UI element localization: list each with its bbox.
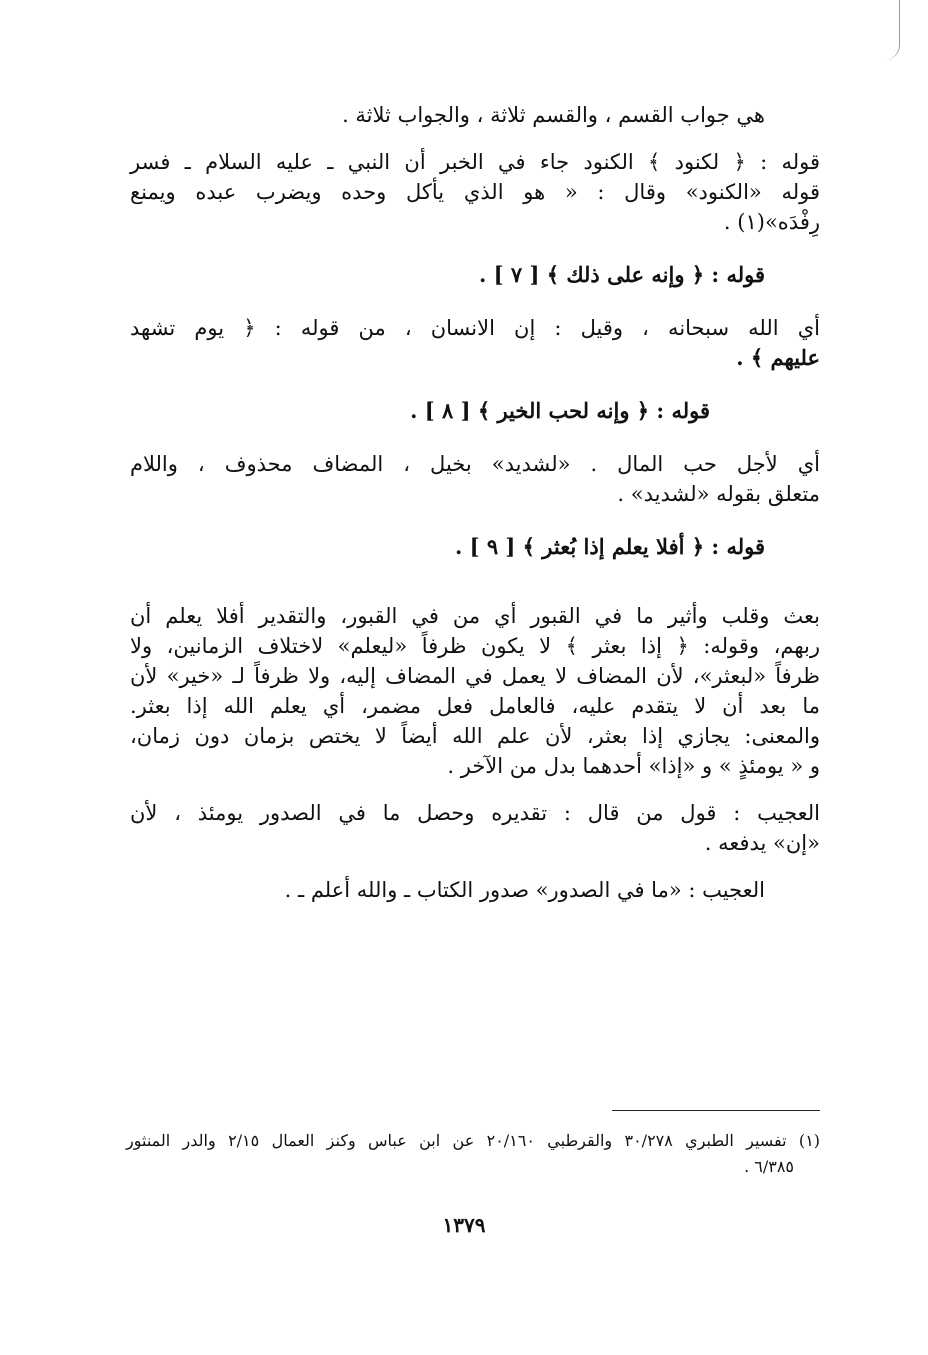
footnote-divider [612, 1110, 820, 1111]
text-line-17: و « يومئذٍ » و «إذا» أحدهما بدل من الآخر . [447, 754, 820, 778]
page-corner-mark [885, 0, 900, 60]
text-line-16: والمعنى: يجازي إذا بعثر، لأن علم الله أيضاً لا يختص بزمان دون زمان، [130, 724, 820, 748]
text-line-12: بعث وقلب وأثير ما في القبور أي من في القبور، والتقدير أفلا يعلم أن [130, 604, 820, 628]
text-line-18: العجيب : قول من قال : تقديره وحصل ما في الصدور يومئذ ، لأن [130, 801, 820, 825]
text-line-9: أي لأجل حب المال . «لشديد» بخيل ، المضاف محذوف ، واللام [130, 452, 820, 476]
text-line-5: قوله : ﴿ وإنه على ذلك ﴾ [ ٧ ] . [479, 262, 765, 287]
text-line-4: رِفْدَه»(١) . [723, 210, 820, 234]
text-line-3: قوله «الكنود» وقال : « هو الذي يأكل وحده ويضرب عبده ويمنع [130, 180, 820, 204]
text-line-2: قوله : ﴿ لكنود ﴾ الكنود جاء في الخبر أن النبي ـ عليه السلام ـ فسر [130, 150, 820, 174]
text-line-15: ما بعد أن لا يتقدم عليه، فالعامل فعل مضمر، أي يعلم الله إذا بعثر. [130, 694, 820, 718]
text-line-20: العجيب : «ما في الصدور» صدور الكتاب ـ والله أعلم ـ . [284, 878, 765, 902]
text-line-1: هي جواب القسم ، والقسم ثلاثة ، والجواب ثلاثة . [342, 103, 765, 127]
page-number: ١٣٧٩ [442, 1213, 486, 1237]
text-line-8: قوله : ﴿ وإنه لحب الخير ﴾ [ ٨ ] . [410, 398, 710, 423]
footnote [126, 1128, 820, 1180]
text-line-13: ربهم، وقوله: ﴿ إذا بعثر ﴾ لا يكون ظرفاً «ليعلم» لاختلاف الزمانين، ولا [130, 634, 820, 658]
text-line-10: متعلق بقوله «لشديد» . [617, 482, 820, 506]
text-line-19: «إن» يدفعه . [704, 831, 820, 855]
text-line-7: عليهم ﴾ . [736, 345, 820, 370]
footnote-line-2: ٦/٣٨٥ . [744, 1157, 794, 1176]
footnote-line-1: (١) تفسير الطبري ٣٠/٢٧٨ والقرطبي ٢٠/١٦٠ عن ابن عباس وكنز العمال ٢/١٥ والدر المنثور [126, 1131, 821, 1150]
page-body [130, 100, 820, 905]
text-line-11: قوله : ﴿ أفلا يعلم إذا بُعثر ﴾ [ ٩ ] . [454, 534, 765, 559]
text-line-6: أي الله سبحانه ، وقيل : إن الانسان ، من قوله : ﴿ يوم تشهد [130, 316, 820, 340]
text-line-14: ظرفاً «لبعثر»، لأن المضاف لا يعمل في المضاف إليه، ولا ظرفاً لـ «خير» لأن [130, 664, 821, 688]
